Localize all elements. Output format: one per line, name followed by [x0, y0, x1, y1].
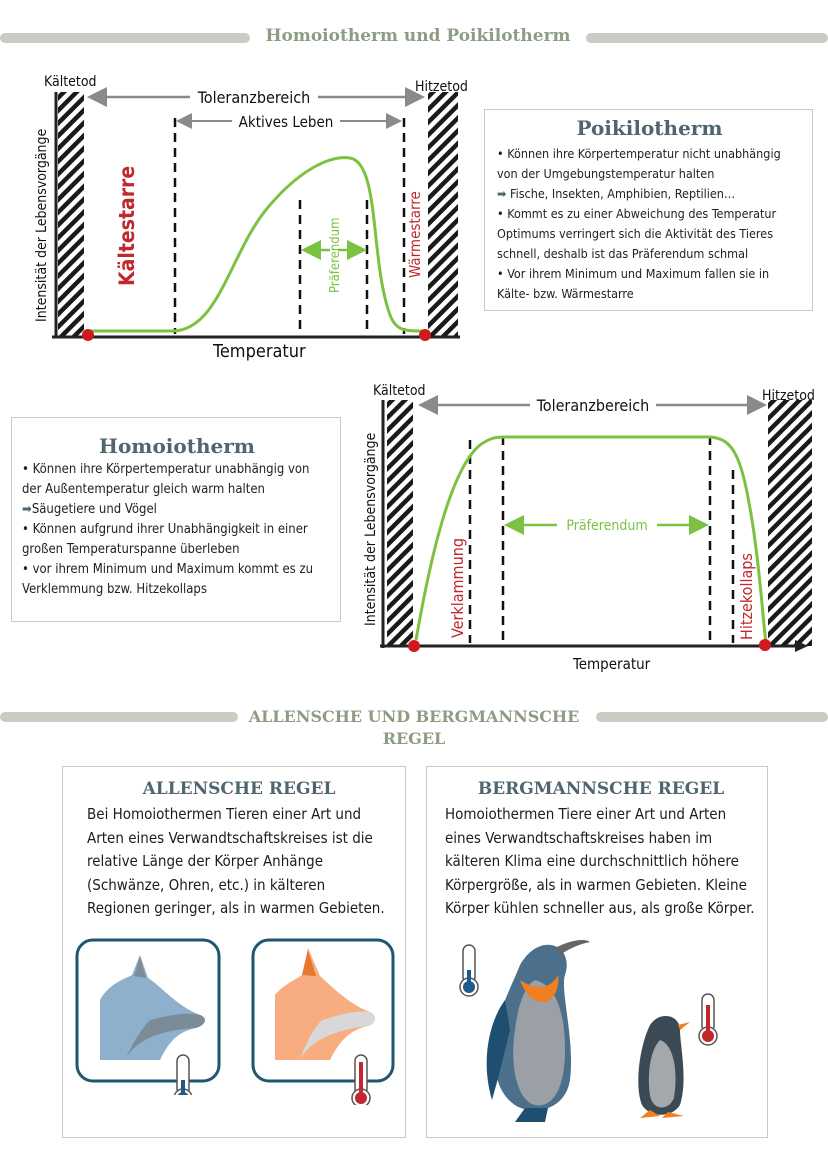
chart1-warm-zone-label: Wärmestarre — [406, 191, 424, 278]
section-title-line-1: ALLENSCHE UND BERGMANNSCHE — [248, 707, 580, 726]
chart2-tolerance-label: Toleranzbereich — [536, 396, 650, 415]
bergmann-text: Homoiothermen Tiere einer Art und Arten eines Verwandtschaftskreises haben im kälteren Klima eine durchschnittlich höhere Körpergröße, als in warmen Gebieten. Kleine Körper kühlen schneller aus, als große Körper. — [445, 805, 755, 917]
cold-death-hatch — [387, 400, 413, 646]
homoiotherm-examples: Säugetiere und Vögel — [31, 502, 157, 517]
chart1-active-life-label: Aktives Leben — [238, 113, 334, 131]
homoiotherm-title: Homoiotherm — [99, 434, 255, 458]
chart2-min-point — [408, 640, 420, 652]
poikilotherm-title: Poikilotherm — [576, 116, 723, 140]
heat-death-hatch — [428, 92, 458, 337]
allen-text: Bei Homoiothermen Tieren einer Art und Arten eines Verwandtschaftskreises ist die relative Länge der Körper Anhänge (Schwänze, Ohren, etc.) in kälteren Regionen geringer, als in warmen Gebieten. — [87, 805, 385, 917]
poikilotherm-point-2: • Kommt es zu einer Abweichung des Temperatur Optimums verringert sich die Aktivität des Tieres schnell, deshalb ist das Präferendum schmal — [497, 206, 777, 261]
poikilotherm-box — [484, 109, 813, 311]
chart1-cold-zone-label: Kältestarre — [115, 165, 139, 286]
chart2-heat-death-label: Hitzetod — [762, 388, 815, 404]
header-bar-right — [596, 712, 828, 722]
homoiotherm-point-1: • Können ihre Körpertemperatur unabhängig von der Außentemperatur gleich warm halten — [22, 462, 310, 497]
section-title-homoio-poikilo: Homoiotherm und Poikilotherm — [265, 26, 571, 46]
poikilotherm-point-1: • Können ihre Körpertemperatur nicht unabhängig von der Umgebungstemperatur halten — [497, 146, 781, 181]
red-fox-card — [248, 935, 398, 1105]
chart1-preferendum-label: Präferendum — [328, 217, 343, 293]
cold-death-hatch — [58, 92, 84, 337]
poikilotherm-point-3: • Vor ihrem Minimum und Maximum fallen sie in Kälte- bzw. Wärmestarre — [497, 266, 770, 301]
chart2-max-point — [759, 639, 771, 651]
chart2-cold-death-label: Kältetod — [373, 383, 426, 399]
chart1-ylabel: Intensität der Lebensvorgänge — [34, 128, 50, 322]
section-title-line-2: REGEL — [382, 729, 446, 748]
header-bar-right — [586, 33, 828, 43]
chart1-heat-death-label: Hitzetod — [415, 79, 468, 95]
header-bar-left — [0, 33, 250, 43]
homoiotherm-box — [11, 417, 341, 622]
poikilotherm-examples: Fische, Insekten, Amphibien, Reptilien… — [510, 186, 736, 201]
bergmann-title: BERGMANNSCHE REGEL — [477, 779, 725, 799]
chart2-cold-zone-label: Verklammung — [448, 538, 467, 638]
arrow-right-icon: ➡ — [22, 502, 32, 517]
chart1-xlabel: Temperatur — [213, 341, 306, 362]
chart2-xlabel: Temperatur — [573, 655, 651, 673]
chart1-tolerance-label: Toleranzbereich — [197, 88, 311, 107]
chart1-cold-death-label: Kältetod — [44, 74, 97, 90]
heat-death-hatch — [768, 400, 812, 646]
section-title-allen-bergmann — [238, 706, 590, 750]
header-bar-left — [0, 712, 238, 722]
arctic-fox-card — [72, 935, 222, 1095]
arrow-right-icon: ➡ — [497, 186, 507, 201]
chart1-min-point — [82, 329, 94, 341]
homoiotherm-point-2: • Können aufgrund ihrer Unabhängigkeit in einer großen Temperaturspanne überleben — [22, 522, 308, 557]
chart1-max-point — [419, 329, 431, 341]
penguins-illustration — [440, 930, 760, 1130]
homoiotherm-chart — [355, 378, 825, 678]
chart2-warm-zone-label: Hitzekollaps — [737, 553, 756, 640]
homoiotherm-point-3: • vor ihrem Minimum und Maximum kommt es zu Verklemmung bzw. Hitzekollaps — [22, 562, 314, 597]
chart2-ylabel: Intensität der Lebensvorgänge — [363, 432, 379, 626]
poikilotherm-chart — [0, 65, 480, 365]
chart2-preferendum-label: Präferendum — [566, 518, 648, 534]
chart2-activity-curve — [416, 437, 766, 643]
allen-title: ALLENSCHE REGEL — [142, 779, 336, 799]
